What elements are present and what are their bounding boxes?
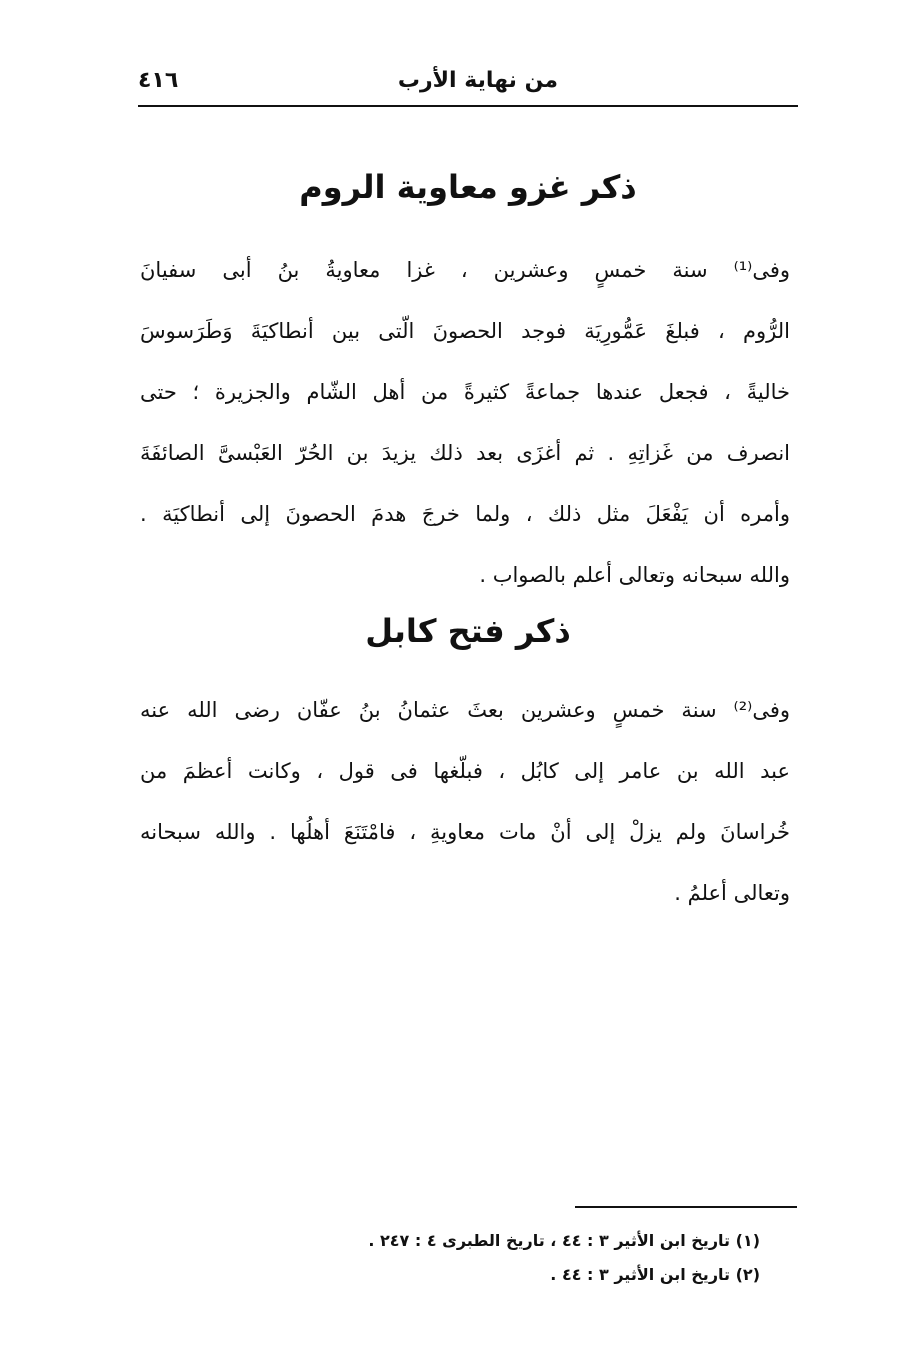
running-header xyxy=(138,62,798,102)
text-line: والله سبحانه وتعالى أعلم بالصواب . xyxy=(479,563,790,587)
footnote-rule xyxy=(575,1206,797,1208)
section-title-muawiya-raid: ذكر غزو معاوية الروم xyxy=(299,168,637,206)
text-line: عبد الله بن عامر إلى كابُل ، فبلّغها فى قول ، وكانت أعظمَ من xyxy=(140,759,790,783)
text-line: وتعالى أعلمُ . xyxy=(674,881,790,905)
footnote-1: (١) تاريخ ابن الأثير ٣ : ٤٤ ، تاريخ الطبرى ٤ : ٢٤٧ . xyxy=(368,1231,760,1250)
section-body-kabul-conquest xyxy=(140,680,790,924)
section-body-muawiya-raid xyxy=(140,240,790,606)
page-number: ٤١٦ xyxy=(138,68,179,93)
text-line: خاليةً ، فجعل عندها جماعةً كثيرةً من أهل الشّام والجزيرة ؛ حتى xyxy=(140,380,790,404)
running-title: من نهاية الأرب xyxy=(397,68,558,93)
text-line: انصرف من غَزاتِهِ . ثم أغزَى بعد ذلك يزيدَ بن الحُرّ العَبْسىَّ الصائفَةَ xyxy=(140,441,790,465)
footnote-2: (٢) تاريخ ابن الأثير ٣ : ٤٤ . xyxy=(550,1265,760,1284)
text-line: وفى⁽¹⁾ سنة خمسٍ وعشرين ، غزا معاويةُ بنُ أبى سفيانَ xyxy=(140,258,790,282)
header-rule xyxy=(138,105,798,107)
text-line: وأمره أن يَفْعَلَ مثل ذلك ، ولما خرجَ هدمَ الحصونَ إلى أنطاكيَة . xyxy=(140,502,790,526)
text-line: الرُّوم ، فبلغَ عَمُّورِيَة فوجد الحصونَ الّتى بين أنطاكيَةَ وَطَرَسوسَ xyxy=(140,319,790,343)
text-line: وفى⁽²⁾ سنة خمسٍ وعشرين بعثَ عثمانُ بنُ عفّان رضى الله عنه xyxy=(140,698,790,722)
footnotes xyxy=(240,1224,760,1292)
section-title-kabul-conquest: ذكر فتح كابل xyxy=(365,612,571,650)
text-line: خُراسانَ ولم يزلْ إلى أنْ مات معاويةِ ، فامْتَنَعَ أهلُها . والله سبحانه xyxy=(140,820,790,844)
